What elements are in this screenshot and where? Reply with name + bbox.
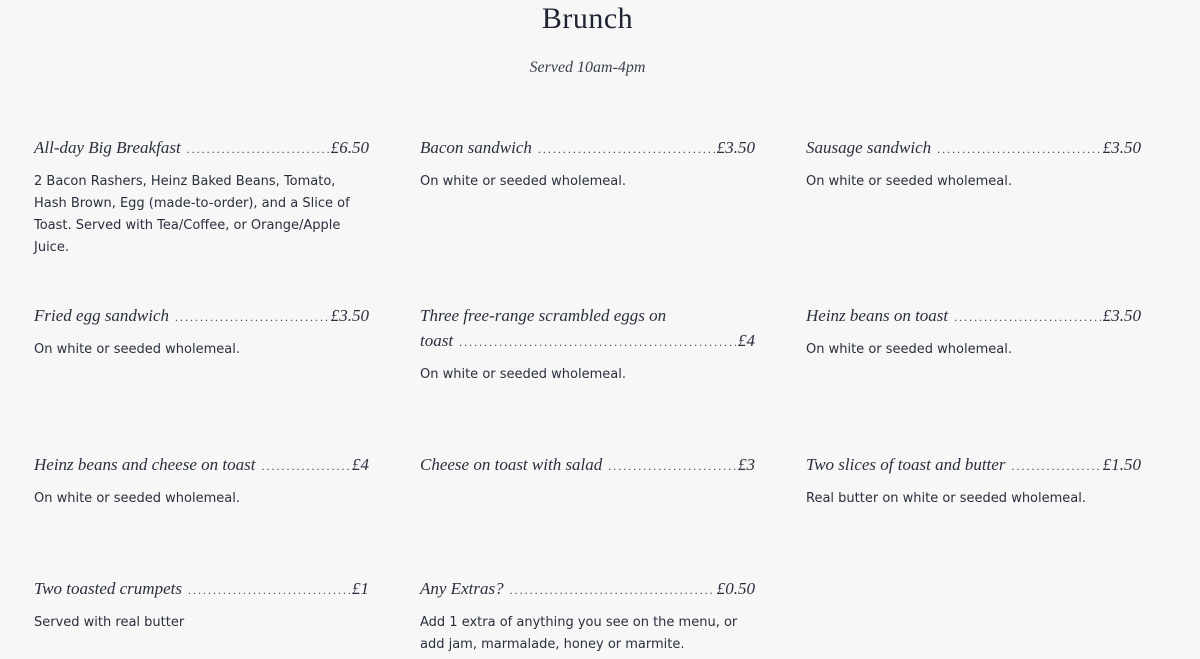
menu-item-description: Served with real butter	[34, 615, 185, 630]
menu-item-price: £3.50	[330, 306, 369, 325]
menu-item-beans-on-toast	[806, 303, 1141, 361]
menu-item-name: Heinz beans on toast	[806, 306, 949, 325]
menu-item-bacon-sandwich	[420, 135, 755, 193]
menu-item-description: Add 1 extra of anything you see on the menu, or add jam, marmalade, honey or marmite.	[420, 615, 738, 652]
menu-item-description: On white or seeded wholemeal.	[420, 367, 626, 382]
menu-item-beans-cheese-toast	[34, 452, 369, 510]
dot-leader	[188, 578, 350, 603]
menu-item-heading	[34, 576, 369, 603]
menu-item-heading	[806, 303, 1141, 330]
menu-item-heading	[420, 303, 755, 355]
menu-item-name-continued: toast	[420, 331, 454, 350]
menu-item-heading	[806, 135, 1141, 162]
menu-item-heading	[806, 452, 1141, 479]
menu-item-name: Heinz beans and cheese on toast	[34, 455, 256, 474]
menu-item-description: On white or seeded wholemeal.	[806, 342, 1012, 357]
menu-item-heading	[420, 135, 755, 162]
menu-item-name: Two slices of toast and butter	[806, 455, 1006, 474]
menu-item-heading	[34, 452, 369, 479]
menu-item-big-breakfast	[34, 135, 369, 259]
menu-item-fried-egg-sandwich	[34, 303, 369, 361]
menu-item-heading	[34, 135, 369, 162]
page-title: Brunch	[541, 2, 634, 35]
menu-item-name: Three free-range scrambled eggs on	[420, 306, 667, 325]
menu-item-description: On white or seeded wholemeal.	[806, 174, 1012, 189]
menu-item-any-extras	[420, 576, 755, 656]
menu-item-name: Any Extras?	[420, 579, 504, 598]
menu-item-toasted-crumpets	[34, 576, 369, 634]
dot-leader	[608, 454, 736, 479]
menu-item-price: £0.50	[716, 579, 755, 598]
menu-item-name: Bacon sandwich	[420, 138, 532, 157]
menu-item-toast-and-butter	[806, 452, 1141, 510]
menu-item-sausage-sandwich	[806, 135, 1141, 193]
menu-item-price: £3.50	[1102, 138, 1141, 157]
menu-item-price: £1.50	[1102, 455, 1141, 474]
menu-item-name: Fried egg sandwich	[34, 306, 170, 325]
dot-leader	[538, 137, 715, 162]
menu-item-price: £1	[352, 579, 369, 598]
menu-item-price: £4	[738, 331, 755, 350]
menu-item-heading	[420, 452, 755, 479]
dot-leader	[954, 305, 1101, 330]
menu-item-price: £3.50	[1102, 306, 1141, 325]
menu-item-description: On white or seeded wholemeal.	[420, 174, 626, 189]
menu-item-description: 2 Bacon Rashers, Heinz Baked Beans, Tomato, Hash Brown, Egg (made-to-order), and a Slice of Toast. Served with Tea/Coffee, or Orange/Apple Juice.	[34, 174, 350, 255]
menu-item-heading	[420, 576, 755, 603]
menu-item-cheese-toast-salad	[420, 452, 755, 479]
dot-leader	[459, 330, 736, 355]
dot-leader	[261, 454, 350, 479]
menu-item-description: On white or seeded wholemeal.	[34, 491, 240, 506]
menu-item-price: £3.50	[716, 138, 755, 157]
page-subtitle: Served 10am-4pm	[529, 59, 646, 76]
menu-item-scrambled-eggs	[420, 303, 755, 386]
menu-item-description: On white or seeded wholemeal.	[34, 342, 240, 357]
menu-item-name: Two toasted crumpets	[34, 579, 182, 598]
dot-leader	[1011, 454, 1100, 479]
menu-item-heading	[34, 303, 369, 330]
menu-item-price: £3	[738, 455, 755, 474]
menu-item-price: £4	[352, 455, 369, 474]
dot-leader	[510, 578, 715, 603]
menu-item-name: Sausage sandwich	[806, 138, 932, 157]
dot-leader	[187, 137, 329, 162]
dot-leader	[937, 137, 1101, 162]
menu-item-price: £6.50	[330, 138, 369, 157]
menu-item-name: Cheese on toast with salad	[420, 455, 603, 474]
menu-item-name: All-day Big Breakfast	[34, 138, 181, 157]
menu-item-description: Real butter on white or seeded wholemeal.	[806, 491, 1086, 506]
dot-leader	[175, 305, 329, 330]
